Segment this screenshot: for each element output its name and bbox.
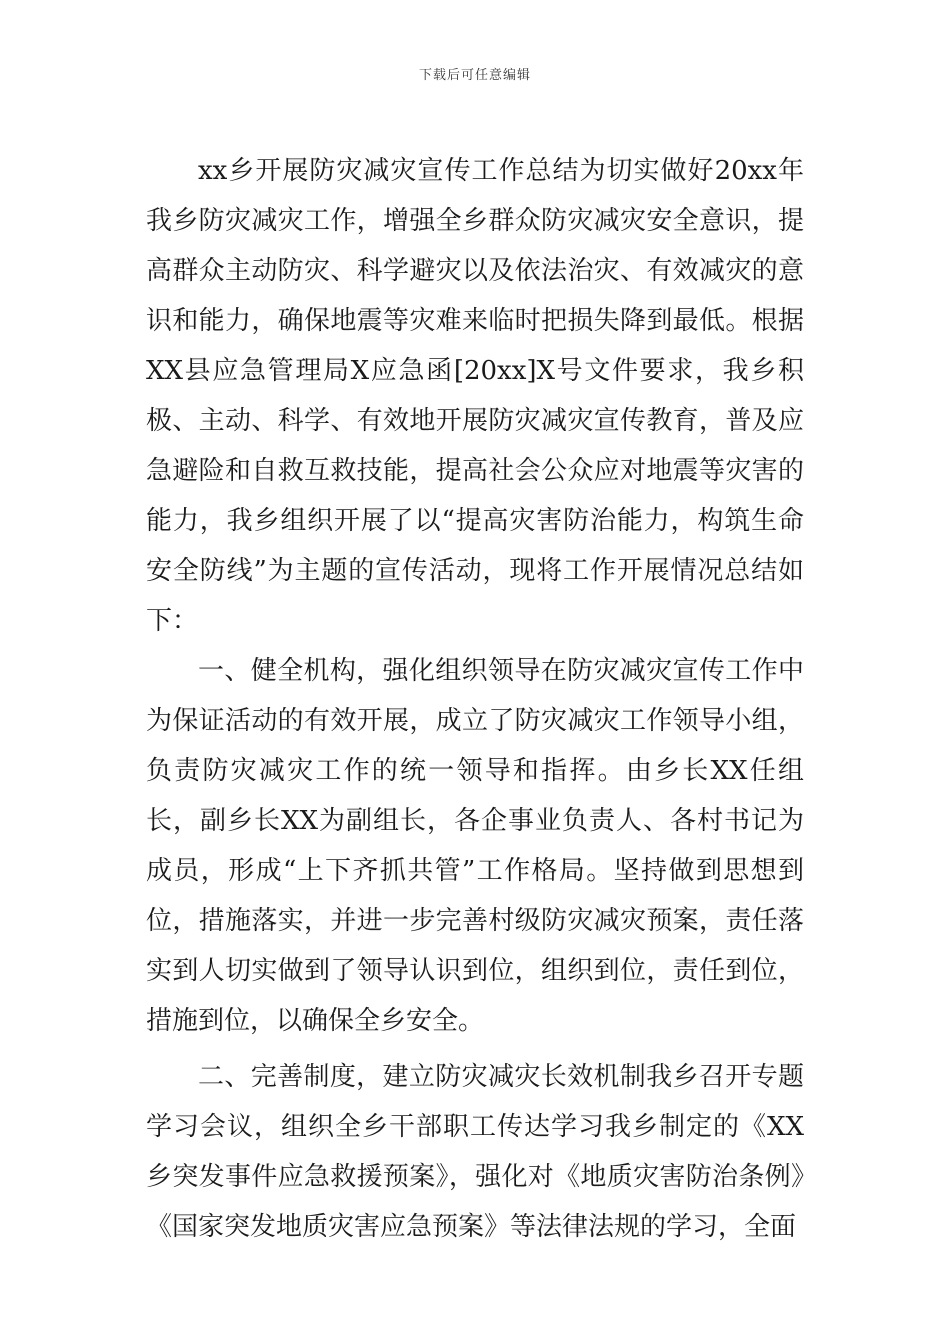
paragraph-intro: xx乡开展防灾减灾宣传工作总结为切实做好20xx年我乡防灾减灾工作，增强全乡群众防灾减灾安全意识，提高群众主动防灾、科学避灾以及依法治灾、有效减灾的意识和能力，确保地震等灾难来临时把损失降到最低。根据XX县应急管理局X应急函[20xx]X号文件要求，我乡积极、主动、科学、有效地开展防灾减灾宣传教育，普及应急避险和自救互救技能，提高社会公众应对地震等灾害的能力，我乡组织开展了以“提高灾害防治能力，构筑生命安全防线”为主题的宣传活动，现将工作开展情况总结如下：: [146, 156, 804, 636]
paragraph-section-2: 二、完善制度，建立防灾减灾长效机制我乡召开专题学习会议，组织全乡干部职工传达学习我乡制定的《XX乡突发事件应急救援预案》，强化对《地质灾害防治条例》《国家突发地质灾害应急预案》等法律法规的学习，全面: [146, 1062, 804, 1242]
document-body: [146, 146, 804, 1252]
paragraph-section-1: 一、健全机构，强化组织领导在防灾减灾宣传工作中为保证活动的有效开展，成立了防灾减灾工作领导小组，负责防灾减灾工作的统一领导和指挥。由乡长XX任组长，副乡长XX为副组长，各企事业负责人、各村书记为成员，形成“上下齐抓共管”工作格局。坚持做到思想到位，措施落实，并进一步完善村级防灾减灾预案，责任落实到人切实做到了领导认识到位，组织到位，责任到位，措施到位，以确保全乡安全。: [146, 656, 804, 1036]
header-note: 下载后可任意编辑: [418, 68, 531, 83]
